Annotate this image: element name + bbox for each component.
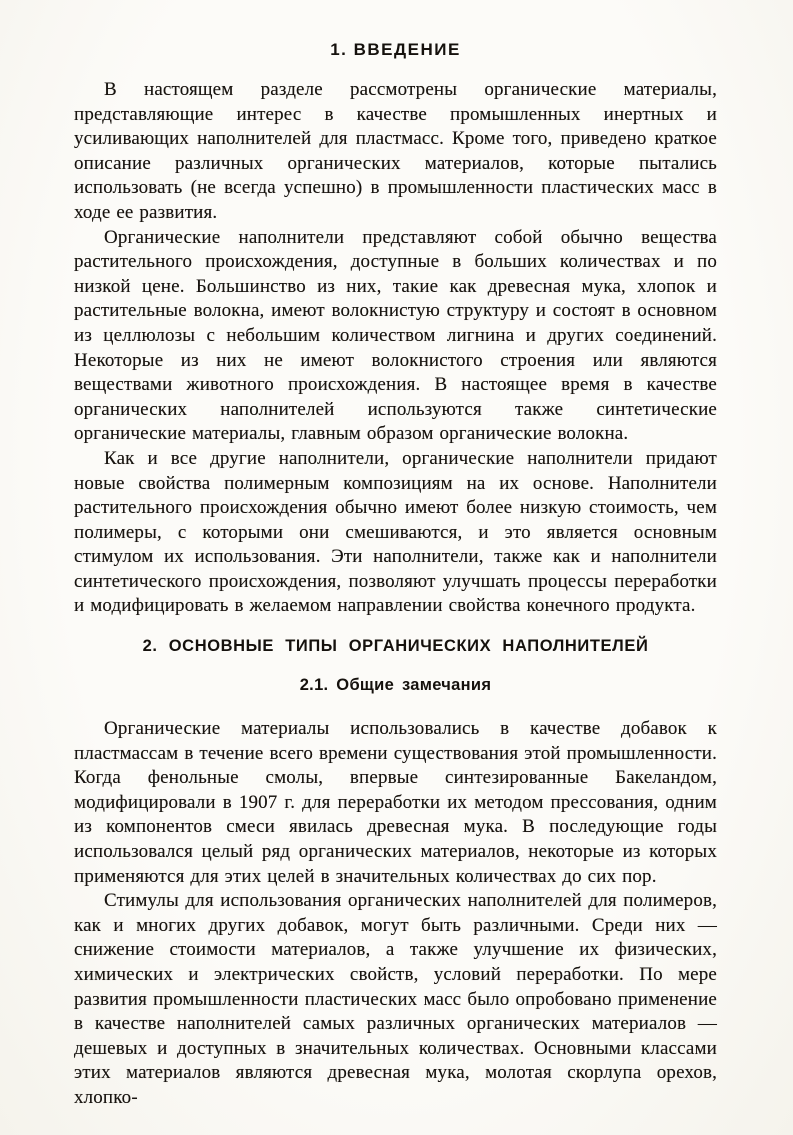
- section-1-heading: 1. ВВЕДЕНИЕ: [330, 40, 461, 59]
- section-1-paragraph-3: Как и все другие наполнители, органические наполнители придают новые свойства полимерным композициям на их основе. Наполнители растительного происхождения обычно имеют более низкую стоимость, чем полимеры, с которыми они смешиваются, и это является основным стимулом их использования. Эти наполнители, также как и наполнители синтетического происхождения, позволяют улучшать процессы переработки и модифицировать в желаемом направлении свойства конечного продукта.: [74, 447, 717, 617]
- section-1-paragraph-1: В настоящем разделе рассмотрены органические материалы, представляющие интерес в качестве промышленных инертных и усиливающих наполнителей для пластмасс. Кроме того, приведено краткое описание различных органических материалов, которые пытались использовать (не всегда успешно) в промышленности пластических масс в ходе ее развития.: [74, 79, 717, 223]
- section-1-body: [74, 78, 717, 619]
- subsection-2-1-paragraph-1: Органические материалы использовались в качестве добавок к пластмассам в течение всего времени существования этой промышленности. Когда фенольные смолы, впервые синтезированные Бакеландом, модифицировали в 1907 г. для переработки их методом прессования, одним из компонентов смеси явилась древесная мука. В последующие годы использовался целый ряд органических материалов, некоторые из которых применяются для этих целей в значительных количествах до сих пор.: [74, 718, 717, 887]
- section-1-paragraph-2: Органические наполнители представляют собой обычно вещества растительного происхождения, доступные в больших количествах и по низкой цене. Большинство из них, такие как древесная мука, хлопок и растительные волокна, имеют волокнистую структуру и состоят в основном из целлюлозы с небольшим количеством лигнина и других соединений. Некоторые из них не имеют волокнистого строения или являются веществами животного происхождения. В настоящее время в качестве органических наполнителей используются также синтетические органические материалы, главным образом органические волокна.: [74, 226, 717, 445]
- subsection-2-1-body: [74, 717, 717, 1111]
- subsection-2-1-heading: 2.1. Общие замечания: [299, 676, 492, 695]
- subsection-2-1-paragraph-2: Стимулы для использования органических наполнителей для полимеров, как и многих других добавок, могут быть различными. Среди них — снижение стоимости материалов, а также улучшение их физических, химических и электрических свойств, условий переработки. По мере развития промышленности пластических масс было опробовано применение в качестве наполнителей самых различных органических материалов — дешевых и доступных в значительных количествах. Основными классами этих материалов являются древесная мука, молотая скорлупа орехов, хлопко-: [74, 890, 717, 1108]
- section-2-heading: 2. ОСНОВНЫЕ ТИПЫ ОРГАНИЧЕСКИХ НАПОЛНИТЕЛЕЙ: [142, 637, 649, 656]
